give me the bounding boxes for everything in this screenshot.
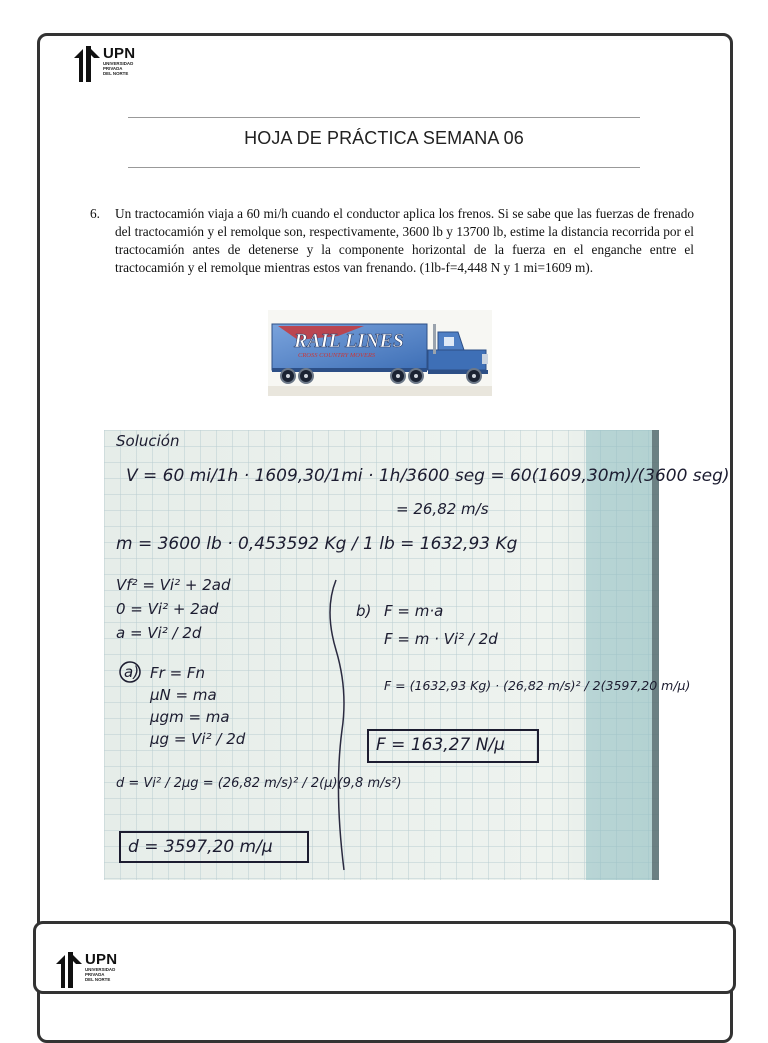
solution-heading: Solución bbox=[116, 432, 180, 450]
footer-bar bbox=[33, 921, 736, 994]
part-b-equation-1: F = m·a bbox=[384, 602, 444, 620]
problem-statement bbox=[90, 205, 694, 277]
truck-illustration bbox=[268, 310, 492, 396]
part-a-equation-1: Fr = Fn bbox=[150, 664, 206, 682]
problem-text: Un tractocamión viaja a 60 mi/h cuando el conductor aplica los frenos. Si se sabe que las fuerzas de frenado del tractocamión y el remolque son, respectivamente, 3600 lb y 13700 lb, estime la distancia recorrida por el tractocamión antes de detenerse y la componente horizontal de la fuerza en el enganche entre el tractocamión y el remolque mientras estos van frenando. (1lb-f=4,448 N y 1 mi=1609 m). bbox=[115, 206, 694, 275]
title-rule-top bbox=[128, 117, 640, 118]
page-title: HOJA DE PRÁCTICA SEMANA 06 bbox=[244, 128, 524, 148]
logo-line: UNIVERSIDAD bbox=[103, 61, 134, 66]
grid-paper bbox=[104, 430, 659, 880]
logo-line: PRIVADA bbox=[85, 972, 105, 977]
logo-line: DEL NORTE bbox=[103, 71, 129, 76]
logo-brand: UPN bbox=[85, 951, 118, 968]
part-a-equation-3: μgm = ma bbox=[150, 708, 230, 726]
truck-figure bbox=[268, 310, 492, 396]
part-b-equation-2: F = m · Vi² / 2d bbox=[384, 630, 498, 648]
upn-logo bbox=[74, 46, 135, 82]
mass-equation: m = 3600 lb · 0,453592 Kg / 1 lb = 1632,93 Kg bbox=[116, 534, 518, 554]
logo-brand: UPN bbox=[103, 45, 136, 62]
distance-equation: d = Vi² / 2μg = (26,82 m/s)² / 2(μ)(9,8 m/s²) bbox=[116, 776, 402, 791]
velocity-result: = 26,82 m/s bbox=[396, 500, 489, 518]
distance-result: d = 3597,20 m/μ bbox=[128, 837, 273, 857]
force-result: F = 163,27 N/μ bbox=[376, 735, 505, 755]
footer-upn-logo bbox=[56, 952, 117, 988]
part-a-label: a) bbox=[124, 663, 140, 681]
kinematic-equation-3: a = Vi² / 2d bbox=[116, 624, 202, 642]
solution-photo bbox=[104, 430, 730, 880]
trailer-brand-text: RAIL LINES bbox=[294, 330, 404, 352]
trailer-tagline-text: CROSS COUNTRY MOVERS bbox=[298, 352, 376, 359]
part-b-label: b) bbox=[356, 602, 372, 620]
kinematic-equation-2: 0 = Vi² + 2ad bbox=[116, 600, 219, 618]
kinematic-equation-1: Vf² = Vi² + 2ad bbox=[116, 576, 231, 594]
part-b-equation-3: F = (1632,93 Kg) · (26,82 m/s)² / 2(3597,20 m/μ) bbox=[384, 678, 691, 693]
logo-line: PRIVADA bbox=[103, 66, 123, 71]
upn-logo-icon bbox=[74, 46, 100, 82]
title-rule-bottom bbox=[128, 167, 640, 168]
part-a-equation-2: μN = ma bbox=[150, 686, 217, 704]
part-a-equation-4: μg = Vi² / 2d bbox=[150, 730, 246, 748]
upn-logo-icon bbox=[56, 952, 82, 988]
logo-line: UNIVERSIDAD bbox=[85, 967, 116, 972]
problem-number: 6. bbox=[90, 206, 100, 221]
velocity-equation: V = 60 mi/1h · 1609,30/1mi · 1h/3600 seg = 60(1609,30m)/(3600 seg) bbox=[126, 466, 730, 486]
logo-line: DEL NORTE bbox=[85, 977, 111, 982]
